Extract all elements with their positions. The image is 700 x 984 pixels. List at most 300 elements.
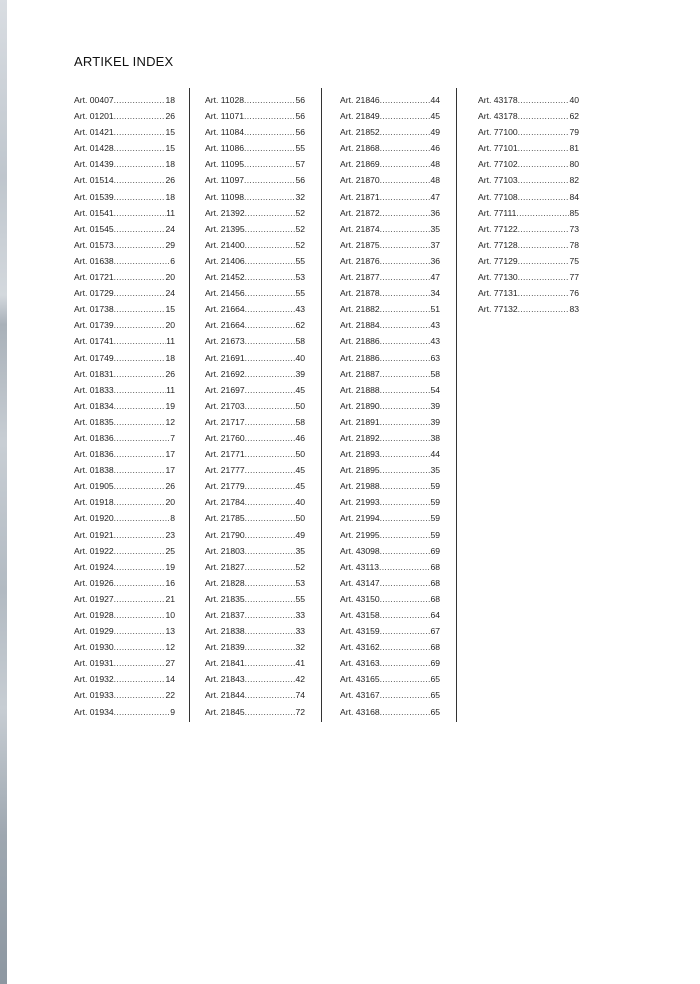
page-number: 68 xyxy=(430,642,440,653)
article-number: Art. 11084 xyxy=(205,127,245,138)
article-number: Art. 77128 xyxy=(478,239,518,250)
article-number: Art. 77101 xyxy=(478,143,518,154)
article-number: Art. 21837 xyxy=(205,610,245,620)
index-entry xyxy=(205,301,305,317)
article-number: Art. 21844 xyxy=(205,690,245,701)
index-entry xyxy=(340,623,440,639)
article-number: Art. 01831 xyxy=(74,368,114,379)
page-number: 55 xyxy=(295,288,305,299)
article-number: Art. 01729 xyxy=(74,288,114,299)
index-entry xyxy=(205,687,305,703)
article-number: Art. 21784 xyxy=(205,497,245,508)
article-number: Art. 21400 xyxy=(205,239,245,250)
index-entry xyxy=(340,510,440,526)
page-number: 35 xyxy=(295,545,305,556)
article-number: Art. 21691 xyxy=(205,352,245,363)
article-number: Art. 01741 xyxy=(74,336,114,347)
dot-leader xyxy=(516,205,569,221)
article-number: Art. 01930 xyxy=(74,642,114,653)
index-entry xyxy=(74,462,175,478)
index-entry xyxy=(205,575,305,591)
page-number: 23 xyxy=(165,529,175,540)
index-entry xyxy=(74,269,175,285)
dot-leader xyxy=(518,237,570,253)
dot-leader xyxy=(114,237,166,253)
dot-leader xyxy=(245,253,296,269)
index-entry xyxy=(74,156,175,172)
page-number: 22 xyxy=(165,690,175,701)
index-entry xyxy=(340,494,440,510)
dot-leader xyxy=(380,92,431,108)
dot-leader xyxy=(114,527,166,543)
page-number: 37 xyxy=(430,239,440,250)
page-number: 38 xyxy=(430,432,440,443)
article-number: Art. 21827 xyxy=(205,561,245,572)
page-number: 39 xyxy=(295,368,305,379)
index-entry xyxy=(74,350,175,366)
dot-leader xyxy=(245,350,296,366)
article-number: Art. 21888 xyxy=(340,384,380,395)
article-number: Art. 21785 xyxy=(205,513,245,524)
article-number: Art. 21882 xyxy=(340,304,380,315)
article-number: Art. 77122 xyxy=(478,223,518,234)
page-number: 69 xyxy=(430,658,440,669)
page-number: 11 xyxy=(166,336,175,347)
index-entry xyxy=(478,301,579,317)
index-entry xyxy=(340,559,440,575)
page-number: 79 xyxy=(569,127,579,138)
article-number: Art. 21664 xyxy=(205,320,245,331)
dot-leader xyxy=(114,510,171,526)
dot-leader xyxy=(114,92,166,108)
article-number: Art. 21838 xyxy=(205,626,245,637)
index-entry xyxy=(340,172,440,188)
index-entry xyxy=(478,221,579,237)
page-number: 51 xyxy=(430,304,440,315)
index-entry xyxy=(205,253,305,269)
page-number: 67 xyxy=(430,626,440,637)
page-number: 49 xyxy=(430,127,440,138)
page-number: 25 xyxy=(165,545,175,556)
article-number: Art. 21664 xyxy=(205,304,245,315)
page-number: 21 xyxy=(165,593,175,604)
index-entry xyxy=(478,285,579,301)
page-number: 45 xyxy=(295,481,305,492)
index-entry xyxy=(205,92,305,108)
dot-leader xyxy=(245,237,296,253)
article-number: Art. 77103 xyxy=(478,175,518,186)
index-entry xyxy=(74,92,175,108)
article-number: Art. 21835 xyxy=(205,593,245,604)
index-entry xyxy=(205,462,305,478)
page-number: 26 xyxy=(165,111,175,122)
page-number: 47 xyxy=(430,191,440,202)
article-number: Art. 01921 xyxy=(74,529,114,540)
index-column-4 xyxy=(478,92,579,317)
article-number: Art. 43159 xyxy=(340,626,380,637)
dot-leader xyxy=(114,494,166,510)
index-entry xyxy=(205,414,305,430)
index-entry xyxy=(74,189,175,205)
index-entry xyxy=(340,317,440,333)
dot-leader xyxy=(245,655,296,671)
dot-leader xyxy=(380,205,431,221)
article-number: Art. 21874 xyxy=(340,223,380,234)
page-number: 68 xyxy=(430,561,440,572)
dot-leader xyxy=(380,221,431,237)
index-entry xyxy=(74,704,175,720)
dot-leader xyxy=(245,575,296,591)
index-entry xyxy=(340,478,440,494)
dot-leader xyxy=(114,687,166,703)
index-entry xyxy=(205,671,305,687)
dot-leader xyxy=(380,189,431,205)
article-number: Art. 21760 xyxy=(205,432,245,443)
article-number: Art. 01421 xyxy=(74,127,114,138)
page-number: 52 xyxy=(295,561,305,572)
dot-leader xyxy=(244,156,295,172)
index-entry xyxy=(205,172,305,188)
page-number: 12 xyxy=(165,642,175,653)
page-number: 43 xyxy=(430,336,440,347)
index-entry xyxy=(205,639,305,655)
article-number: Art. 21891 xyxy=(340,416,380,427)
index-entry xyxy=(205,317,305,333)
index-entry xyxy=(205,285,305,301)
page-number: 39 xyxy=(430,416,440,427)
article-number: Art. 21771 xyxy=(205,449,245,460)
page-number: 58 xyxy=(430,368,440,379)
page-number: 56 xyxy=(295,95,305,105)
index-entry xyxy=(74,172,175,188)
page-number: 82 xyxy=(569,175,579,186)
index-entry xyxy=(74,124,175,140)
page-number: 74 xyxy=(295,690,305,701)
dot-leader xyxy=(114,269,166,285)
page-number: 27 xyxy=(165,658,175,669)
dot-leader xyxy=(245,414,296,430)
dot-leader xyxy=(114,623,166,639)
dot-leader xyxy=(380,591,431,607)
article-number: Art. 01834 xyxy=(74,400,114,411)
dot-leader xyxy=(244,92,295,108)
dot-leader xyxy=(380,446,431,462)
page-number: 59 xyxy=(430,481,440,492)
article-number: Art. 43098 xyxy=(340,545,380,556)
dot-leader xyxy=(245,221,296,237)
article-number: Art. 21406 xyxy=(205,255,245,266)
index-entry xyxy=(205,366,305,382)
page-number: 64 xyxy=(430,610,440,620)
article-number: Art. 21988 xyxy=(340,481,380,492)
page-number: 32 xyxy=(295,191,305,202)
index-entry xyxy=(340,269,440,285)
dot-leader xyxy=(244,189,295,205)
page-number: 33 xyxy=(295,626,305,637)
index-entry xyxy=(340,140,440,156)
index-entry xyxy=(205,510,305,526)
index-entry xyxy=(205,333,305,349)
article-number: Art. 21803 xyxy=(205,545,245,556)
page-number: 46 xyxy=(430,143,440,154)
index-entry xyxy=(74,527,175,543)
dot-leader xyxy=(245,285,296,301)
page-number: 43 xyxy=(430,320,440,331)
dot-leader xyxy=(114,221,166,237)
dot-leader xyxy=(114,350,166,366)
column-divider xyxy=(456,88,457,722)
article-number: Art. 21887 xyxy=(340,368,380,379)
page-number: 52 xyxy=(295,223,305,234)
page-number: 10 xyxy=(165,610,175,620)
page-number: 18 xyxy=(165,159,175,170)
column-divider xyxy=(189,88,190,722)
dot-leader xyxy=(244,124,295,140)
article-number: Art. 21456 xyxy=(205,288,245,299)
index-entry xyxy=(74,221,175,237)
index-entry xyxy=(478,253,579,269)
page-number: 11 xyxy=(166,207,175,218)
article-number: Art. 01835 xyxy=(74,416,114,427)
dot-leader xyxy=(380,333,431,349)
page-number: 18 xyxy=(165,352,175,363)
article-number: Art. 01905 xyxy=(74,481,114,492)
article-number: Art. 43165 xyxy=(340,674,380,685)
article-number: Art. 01539 xyxy=(74,191,114,202)
page-number: 56 xyxy=(295,175,305,186)
article-number: Art. 77131 xyxy=(478,288,518,299)
article-number: Art. 11098 xyxy=(205,191,245,202)
article-number: Art. 21392 xyxy=(205,207,245,218)
article-number: Art. 01721 xyxy=(74,272,114,283)
index-entry xyxy=(340,607,440,623)
dot-leader xyxy=(380,140,431,156)
page-number: 15 xyxy=(165,127,175,138)
dot-leader xyxy=(518,189,570,205)
index-entry xyxy=(340,366,440,382)
page-number: 17 xyxy=(165,449,175,460)
page-number: 55 xyxy=(295,593,305,604)
index-entry xyxy=(340,671,440,687)
dot-leader xyxy=(245,510,296,526)
dot-leader xyxy=(114,671,166,687)
article-number: Art. 01439 xyxy=(74,159,114,170)
page-number: 8 xyxy=(170,513,175,524)
index-entry xyxy=(340,124,440,140)
dot-leader xyxy=(380,172,431,188)
article-number: Art. 01928 xyxy=(74,610,114,620)
index-entry xyxy=(478,205,579,221)
page-number: 58 xyxy=(295,416,305,427)
page-number: 42 xyxy=(295,674,305,685)
index-entry xyxy=(478,172,579,188)
index-entry xyxy=(205,156,305,172)
dot-leader xyxy=(380,366,431,382)
dot-leader xyxy=(244,172,295,188)
article-number: Art. 01836 xyxy=(74,449,114,460)
dot-leader xyxy=(245,591,296,607)
page-number: 73 xyxy=(569,223,579,234)
dot-leader xyxy=(380,671,431,687)
article-number: Art. 01428 xyxy=(74,143,114,154)
article-number: Art. 11086 xyxy=(205,143,245,154)
page-number: 17 xyxy=(165,465,175,476)
index-entry xyxy=(205,543,305,559)
index-entry xyxy=(340,205,440,221)
page-number: 55 xyxy=(295,143,305,154)
index-entry xyxy=(478,156,579,172)
article-number: Art. 21892 xyxy=(340,432,380,443)
article-number: Art. 43163 xyxy=(340,658,380,669)
article-number: Art. 77132 xyxy=(478,304,518,315)
index-entry xyxy=(340,333,440,349)
index-entry xyxy=(340,655,440,671)
page-number: 62 xyxy=(569,111,579,122)
article-number: Art. 21870 xyxy=(340,175,380,186)
article-number: Art. 11095 xyxy=(205,159,245,170)
dot-leader xyxy=(114,462,166,478)
page-number: 85 xyxy=(569,207,579,218)
index-entry xyxy=(74,205,175,221)
dot-leader xyxy=(518,140,570,156)
dot-leader xyxy=(245,366,296,382)
page-number: 33 xyxy=(295,610,305,620)
article-number: Art. 01541 xyxy=(74,207,114,218)
article-number: Art. 21876 xyxy=(340,255,380,266)
page-number: 59 xyxy=(430,513,440,524)
article-number: Art. 21878 xyxy=(340,288,380,299)
dot-leader xyxy=(380,478,431,494)
article-number: Art. 21697 xyxy=(205,384,245,395)
page-number: 36 xyxy=(430,207,440,218)
dot-leader xyxy=(114,575,166,591)
dot-leader xyxy=(114,704,171,720)
dot-leader xyxy=(114,414,166,430)
dot-leader xyxy=(244,108,295,124)
dot-leader xyxy=(114,559,166,575)
page-number: 19 xyxy=(165,561,175,572)
dot-leader xyxy=(245,446,296,462)
dot-leader xyxy=(114,543,166,559)
page-number: 44 xyxy=(430,449,440,460)
dot-leader xyxy=(114,140,166,156)
dot-leader xyxy=(380,607,431,623)
index-entry xyxy=(205,382,305,398)
dot-leader xyxy=(114,189,166,205)
page-number: 80 xyxy=(569,159,579,170)
dot-leader xyxy=(245,382,296,398)
article-number: Art. 01749 xyxy=(74,352,114,363)
article-number: Art. 01918 xyxy=(74,497,114,508)
page-number: 6 xyxy=(170,255,175,266)
index-entry xyxy=(205,189,305,205)
article-number: Art. 01545 xyxy=(74,223,114,234)
dot-leader xyxy=(380,237,431,253)
page-number: 26 xyxy=(165,175,175,186)
index-entry xyxy=(205,350,305,366)
page-number: 40 xyxy=(569,95,579,105)
index-entry xyxy=(74,543,175,559)
page-number: 20 xyxy=(165,272,175,283)
page-number: 34 xyxy=(430,288,440,299)
dot-leader xyxy=(245,704,296,720)
index-entry xyxy=(74,591,175,607)
page-number: 59 xyxy=(430,529,440,540)
dot-leader xyxy=(518,156,570,172)
dot-leader xyxy=(245,527,296,543)
page-number: 35 xyxy=(430,465,440,476)
article-number: Art. 21717 xyxy=(205,416,245,427)
index-entry xyxy=(340,301,440,317)
dot-leader xyxy=(114,398,166,414)
dot-leader xyxy=(518,124,570,140)
page-number: 77 xyxy=(569,272,579,283)
index-entry xyxy=(340,591,440,607)
page-number: 26 xyxy=(165,368,175,379)
index-entry xyxy=(340,156,440,172)
index-entry xyxy=(205,704,305,720)
dot-leader xyxy=(380,623,431,639)
index-entry xyxy=(74,317,175,333)
article-number: Art. 21994 xyxy=(340,513,380,524)
index-entry xyxy=(74,414,175,430)
article-number: Art. 21868 xyxy=(340,143,380,154)
index-entry xyxy=(74,366,175,382)
index-entry xyxy=(74,140,175,156)
dot-leader xyxy=(114,382,166,398)
article-number: Art. 21869 xyxy=(340,159,380,170)
dot-leader xyxy=(114,655,166,671)
article-number: Art. 21890 xyxy=(340,400,380,411)
article-number: Art. 01573 xyxy=(74,239,114,250)
index-entry xyxy=(205,623,305,639)
page-number: 62 xyxy=(295,320,305,331)
article-number: Art. 01934 xyxy=(74,706,114,717)
column-divider xyxy=(321,88,322,722)
index-entry xyxy=(205,607,305,623)
index-entry xyxy=(205,398,305,414)
page-number: 68 xyxy=(430,593,440,604)
index-entry xyxy=(205,655,305,671)
page-number: 24 xyxy=(165,223,175,234)
article-number: Art. 21893 xyxy=(340,449,380,460)
page-number: 16 xyxy=(165,577,175,588)
article-number: Art. 01924 xyxy=(74,561,114,572)
page-number: 46 xyxy=(295,432,305,443)
dot-leader xyxy=(380,350,431,366)
page-number: 81 xyxy=(569,143,579,154)
page-number: 24 xyxy=(165,288,175,299)
article-number: Art. 43113 xyxy=(340,561,380,572)
page-number: 20 xyxy=(165,497,175,508)
index-entry xyxy=(74,687,175,703)
dot-leader xyxy=(245,269,296,285)
dot-leader xyxy=(114,333,166,349)
page-number: 40 xyxy=(295,352,305,363)
page-number: 45 xyxy=(295,384,305,395)
index-entry xyxy=(74,623,175,639)
article-number: Art. 21779 xyxy=(205,481,245,492)
index-entry xyxy=(478,189,579,205)
article-number: Art. 21841 xyxy=(205,658,245,669)
dot-leader xyxy=(380,430,431,446)
dot-leader xyxy=(380,301,431,317)
dot-leader xyxy=(245,430,296,446)
index-column-2 xyxy=(205,92,305,720)
page-number: 52 xyxy=(295,239,305,250)
dot-leader xyxy=(114,205,166,221)
dot-leader xyxy=(380,269,431,285)
